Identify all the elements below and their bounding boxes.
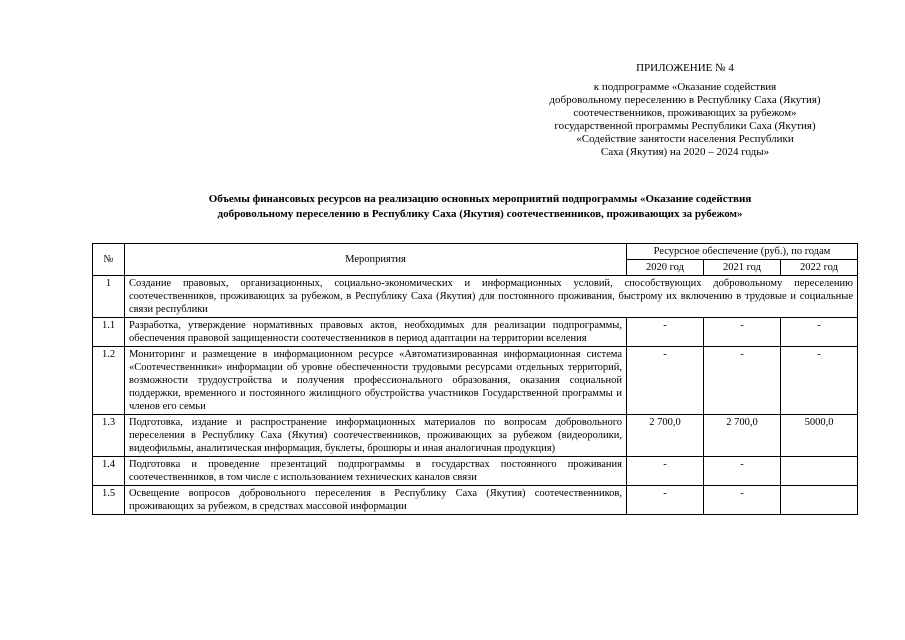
row-value-2020: - <box>627 486 704 515</box>
row-activity: Освещение вопросов добровольного переселения в Республику Саха (Якутия) соотечественников, проживающих за рубежом, в средствах массовой информации <box>125 486 627 515</box>
row-number: 1.3 <box>93 415 125 457</box>
row-value-2022 <box>781 486 858 515</box>
row-value-2020: - <box>627 347 704 415</box>
header-resources: Ресурсное обеспечение (руб.), по годам <box>627 244 858 260</box>
header-year-2020: 2020 год <box>627 260 704 276</box>
table-row <box>93 318 858 347</box>
table-row <box>93 457 858 486</box>
appendix-line: соотечественников, проживающих за рубежом» <box>573 107 797 119</box>
table-header-row <box>93 244 858 260</box>
document-title-line: Объемы финансовых ресурсов на реализацию основных мероприятий подпрограммы «Оказание содействия <box>208 193 752 205</box>
header-year-2021: 2021 год <box>704 260 781 276</box>
row-number: 1.5 <box>93 486 125 515</box>
row-value-2022: - <box>781 347 858 415</box>
header-number: № <box>93 244 125 276</box>
appendix-line: государственной программы Республики Саха (Якутия) <box>554 120 816 132</box>
row-number: 1.4 <box>93 457 125 486</box>
table-row <box>93 486 858 515</box>
table-row <box>93 415 858 457</box>
row-value-2021: - <box>704 486 781 515</box>
row-activity: Подготовка и проведение презентаций подпрограммы в государствах постоянного проживания соотечественников, в том числе с использованием технических каналов связи <box>125 457 627 486</box>
document-title <box>110 192 850 222</box>
section-text: Создание правовых, организационных, социально-экономических и информационных условий, способствующих добровольному переселению соотечественников, проживающих за рубежом, в Республику Саха (Якутия) для постоянного проживания, быстрому их включению в трудовые и социальные связи республики <box>125 276 858 318</box>
row-value-2022 <box>781 457 858 486</box>
funding-table <box>92 243 858 515</box>
header-activity: Мероприятия <box>125 244 627 276</box>
row-value-2020: - <box>627 318 704 347</box>
appendix-line: добровольному переселению в Республику Саха (Якутия) <box>549 94 821 106</box>
row-activity: Мониторинг и размещение в информационном ресурсе «Автоматизированная информационная система «Соотечественники» информации об уровне обеспеченности трудовыми ресурсами отдельных территорий, возможности трудоустройства и получения профессионального образования, оказания социальной поддержки, временного и постоянного жилищного обустройства участников Государственной программы и членов его семьи <box>125 347 627 415</box>
appendix-line: Саха (Якутия) на 2020 – 2024 годы» <box>600 146 770 158</box>
row-value-2021: - <box>704 347 781 415</box>
table-row <box>93 347 858 415</box>
row-value-2021: 2 700,0 <box>704 415 781 457</box>
appendix-line: к подпрограмме «Оказание содействия <box>593 81 777 93</box>
row-value-2021: - <box>704 457 781 486</box>
section-number: 1 <box>93 276 125 318</box>
row-number: 1.2 <box>93 347 125 415</box>
header-year-2022: 2022 год <box>781 260 858 276</box>
row-value-2020: 2 700,0 <box>627 415 704 457</box>
row-value-2020: - <box>627 457 704 486</box>
appendix-line: «Содействие занятости населения Республики <box>576 133 794 145</box>
appendix-block <box>520 62 850 159</box>
row-activity: Подготовка, издание и распространение информационных материалов по вопросам добровольного переселения в Республику Саха (Якутия) соотечественников, проживающих за рубежом (видеоролики, видеофильмы, аналитическая информация, буклеты, брошюры и иная аналогичная продукция) <box>125 415 627 457</box>
row-value-2022: 5000,0 <box>781 415 858 457</box>
appendix-title: ПРИЛОЖЕНИЕ № 4 <box>636 62 734 74</box>
row-activity: Разработка, утверждение нормативных правовых актов, необходимых для реализации подпрограммы, обеспечения правовой защищенности соотечественников в период адаптации на территории вселения <box>125 318 627 347</box>
table-section-row <box>93 276 858 318</box>
document-title-line: добровольному переселению в Республику Саха (Якутия) соотечественников, проживающих за рубежом» <box>217 208 743 220</box>
row-value-2022: - <box>781 318 858 347</box>
row-number: 1.1 <box>93 318 125 347</box>
row-value-2021: - <box>704 318 781 347</box>
